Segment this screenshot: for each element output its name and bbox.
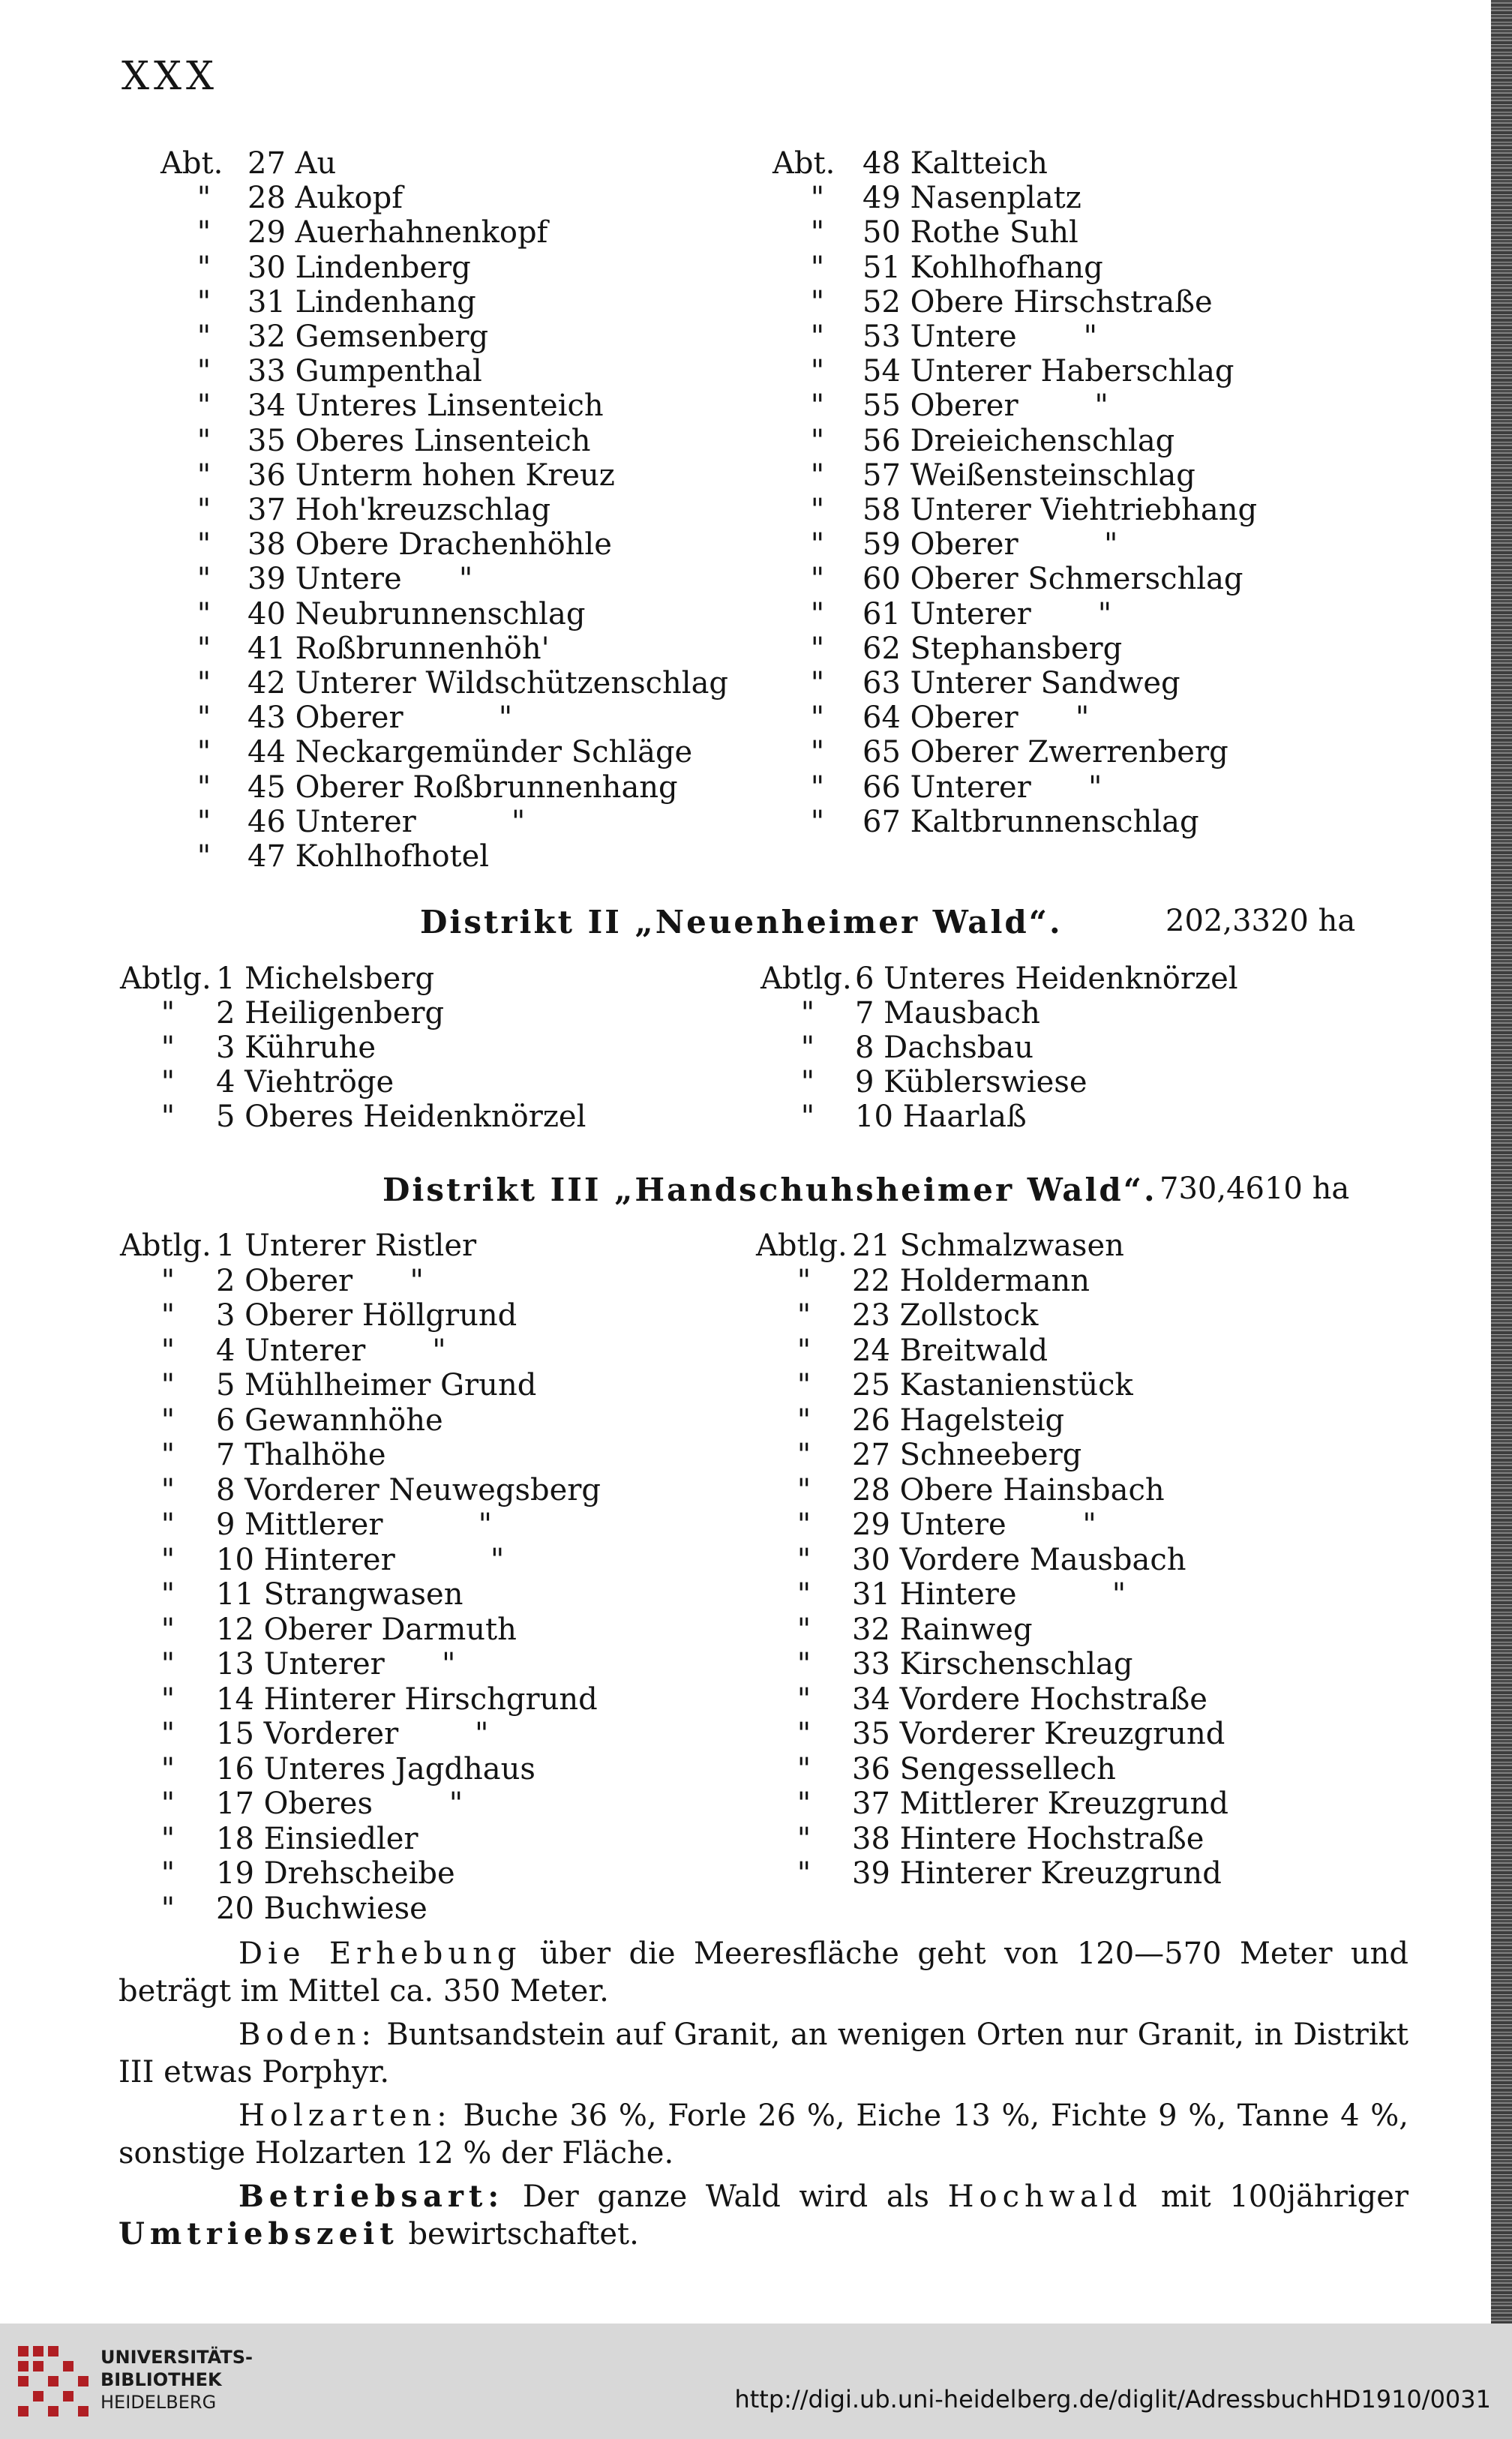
list-item-label: 48 Kaltteich (862, 146, 1048, 181)
list-item-prefix: " (796, 1333, 812, 1368)
list-item-label: 38 Obere Drachenhöhle (248, 527, 612, 562)
paragraph-emphasis: Umtriebszeit (118, 2216, 399, 2252)
list-item (772, 666, 1180, 700)
list-item-prefix: " (196, 320, 212, 354)
list-item-label: 57 Weißensteinschlag (862, 458, 1196, 493)
list-item-prefix: " (160, 1682, 176, 1717)
list-item (756, 1228, 1124, 1263)
list-item (160, 388, 604, 423)
list-item (120, 1065, 394, 1100)
list-item-prefix: " (160, 1821, 176, 1856)
list-item-prefix: " (160, 1263, 176, 1298)
paragraph-emphasis: Hochwald (947, 2180, 1143, 2214)
list-item-label: 56 Dreieichenschlag (862, 423, 1175, 458)
list-item-label: 29 Untere " (852, 1508, 1096, 1542)
list-item-prefix: " (196, 666, 212, 700)
paragraph-management (118, 2178, 1408, 2253)
list-item (120, 1368, 536, 1402)
list-item (120, 1438, 386, 1472)
library-name-line: BIBLIOTHEK (100, 2369, 222, 2390)
district3-area: 730,4610 ha (1160, 1172, 1350, 1206)
list-item (756, 1368, 1133, 1402)
list-item-label: 18 Einsiedler (216, 1821, 418, 1856)
list-item-prefix: " (196, 181, 212, 216)
list-item-label: 11 Strangwasen (216, 1577, 464, 1612)
list-item-prefix: " (800, 1065, 815, 1100)
list-item-label: 67 Kaltbrunnenschlag (862, 804, 1199, 839)
list-item-label: 32 Gemsenberg (248, 320, 489, 354)
list-item-prefix: " (796, 1542, 812, 1577)
list-item (160, 735, 692, 770)
list-item-label: 31 Lindenhang (248, 284, 476, 320)
list-item (120, 1752, 536, 1786)
list-item-prefix: " (796, 1786, 812, 1821)
list-item-label: 27 Au (248, 146, 337, 181)
list-item (160, 770, 678, 805)
list-item-prefix: " (810, 181, 825, 216)
list-item (756, 1822, 1204, 1856)
list-item-prefix: " (796, 1438, 812, 1472)
district2-heading: Distrikt II „Neuenheimer Wald“. (420, 904, 1063, 940)
list-item-label: 4 Viehtröge (216, 1065, 394, 1100)
paragraph-text: bewirtschaftet. (398, 2217, 639, 2252)
list-item (760, 1100, 1027, 1134)
list-item-label: 53 Untere " (862, 320, 1098, 354)
list-item (120, 1334, 446, 1368)
paragraph-soil (118, 2016, 1408, 2091)
list-item-label: 34 Unteres Linsenteich (248, 388, 604, 424)
list-item (756, 1403, 1064, 1438)
list-item-prefix: " (796, 1682, 812, 1717)
list-item (760, 1065, 1088, 1100)
list-item-label: 3 Kühruhe (216, 1030, 376, 1065)
list-item (160, 424, 591, 458)
district2-area: 202,3320 ha (1166, 904, 1356, 938)
list-item-prefix: " (160, 1577, 176, 1612)
list-item-prefix: " (160, 1856, 176, 1891)
list-item (756, 1786, 1228, 1821)
list-item-prefix: " (810, 250, 825, 285)
list-item-label: 40 Neubrunnenschlag (248, 596, 586, 632)
list-item-label: 33 Kirschenschlag (852, 1647, 1133, 1682)
list-item-label: 36 Sengessellech (852, 1751, 1116, 1786)
list-item-label: 14 Hinterer Hirschgrund (216, 1682, 598, 1717)
list-item-label: 37 Hoh'kreuzschlag (248, 493, 551, 527)
list-item (756, 1438, 1082, 1472)
list-item (160, 354, 482, 388)
list-item (160, 805, 525, 839)
list-item-label: 7 Thalhöhe (216, 1438, 386, 1472)
list-item (120, 1030, 376, 1065)
list-item-label: 60 Oberer Schmerschlag (862, 562, 1244, 597)
list-item-prefix: " (796, 1577, 812, 1612)
list-item (760, 1030, 1034, 1065)
list-item (756, 1334, 1048, 1368)
list-item-prefix: " (810, 562, 825, 597)
list-item (756, 1577, 1126, 1612)
list-item-label: 35 Oberes Linsenteich (248, 423, 591, 458)
library-name-line: UNIVERSITÄTS- (100, 2347, 254, 2368)
list-item (120, 1717, 488, 1751)
list-item-prefix: " (196, 839, 212, 874)
list-item-prefix: " (810, 354, 825, 389)
list-item (160, 562, 472, 596)
list-item-prefix: " (810, 493, 825, 527)
list-item (756, 1752, 1116, 1786)
list-item-label: 22 Holdermann (852, 1263, 1090, 1298)
list-item (772, 320, 1097, 354)
list-item (772, 250, 1103, 285)
list-item-label: 7 Mausbach (855, 996, 1040, 1030)
paragraph-lead: Die Erhebung (238, 1936, 522, 1971)
list-item (160, 839, 489, 874)
list-item-prefix: " (810, 527, 825, 562)
list-item-prefix: Abtlg. (120, 962, 212, 996)
list-item-label: 3 Oberer Höllgrund (216, 1298, 518, 1333)
list-item-prefix: " (196, 215, 212, 250)
list-item (756, 1717, 1225, 1751)
list-item-prefix: " (160, 1333, 176, 1368)
list-item-label: 13 Unterer " (216, 1647, 456, 1682)
list-item-label: 6 Gewannhöhe (216, 1402, 443, 1438)
list-item-label: 38 Hintere Hochstraße (852, 1821, 1204, 1856)
list-item-label: 8 Vorderer Neuwegsberg (216, 1472, 601, 1508)
list-item-label: 6 Unteres Heidenknörzel (855, 962, 1238, 996)
list-item (772, 285, 1213, 320)
list-item-label: 23 Zollstock (852, 1298, 1039, 1333)
list-item (772, 458, 1196, 493)
list-item-prefix: " (810, 735, 825, 770)
list-item-prefix: " (796, 1472, 812, 1508)
district3-heading: Distrikt III „Handschuhsheimer Wald“. (382, 1172, 1157, 1208)
page-edge-scan-shadow (1491, 0, 1512, 2325)
list-item (120, 1264, 424, 1298)
list-item-prefix: " (196, 770, 212, 805)
list-item (120, 1577, 463, 1612)
list-item-prefix: " (810, 804, 825, 839)
list-item (160, 493, 550, 527)
list-item-prefix: Abtlg. (756, 1228, 848, 1263)
list-item (120, 1100, 586, 1134)
list-item (772, 805, 1199, 839)
list-item-label: 45 Oberer Roßbrunnenhang (248, 770, 678, 805)
list-item-prefix: " (810, 700, 825, 736)
list-item (756, 1298, 1038, 1333)
list-item (160, 215, 548, 250)
list-item (772, 146, 1048, 181)
list-item-prefix: " (800, 996, 815, 1030)
list-item-label: 51 Kohlhofhang (862, 250, 1103, 285)
list-item-label: 39 Hinterer Kreuzgrund (852, 1856, 1222, 1891)
university-library-logo-icon (14, 2340, 94, 2421)
list-item-label: 1 Michelsberg (216, 962, 435, 996)
list-item-prefix: " (160, 1030, 176, 1065)
paragraph-text: Buntsandstein auf Granit, an wenigen Orten nur Granit, in Distrikt III etwas Porphyr. (118, 2018, 1408, 2090)
list-item-prefix: " (160, 1438, 176, 1472)
list-item (160, 458, 615, 493)
list-item (120, 1786, 463, 1821)
list-item (756, 1264, 1090, 1298)
list-item (772, 424, 1174, 458)
list-item (772, 700, 1089, 735)
list-item-label: 63 Unterer Sandweg (862, 666, 1180, 700)
paragraph-lead: Holzarten: (238, 2098, 452, 2133)
list-item-label: 9 Küblerswiese (855, 1065, 1088, 1100)
list-item-prefix: " (196, 527, 212, 562)
list-item-prefix: " (160, 1891, 176, 1926)
list-item-label: 28 Obere Hainsbach (852, 1472, 1165, 1508)
list-item (160, 146, 336, 181)
list-item-prefix: " (196, 631, 212, 666)
list-item-prefix: " (160, 1368, 176, 1402)
list-item-label: 12 Oberer Darmuth (216, 1612, 517, 1647)
list-item-prefix: Abtlg. (120, 1228, 212, 1263)
list-item-label: 37 Mittlerer Kreuzgrund (852, 1786, 1228, 1821)
list-item (120, 1612, 517, 1647)
list-item-label: 27 Schneeberg (852, 1438, 1082, 1472)
library-name (100, 2346, 348, 2414)
list-item-prefix: " (160, 1472, 176, 1508)
list-item (120, 1298, 517, 1333)
list-item-label: 30 Lindenberg (248, 250, 471, 285)
list-item-prefix: " (160, 1065, 176, 1100)
list-item-label: 44 Neckargemünder Schläge (248, 735, 693, 770)
list-item-label: 16 Unteres Jagdhaus (216, 1751, 536, 1786)
list-item-label: 36 Unterm hohen Kreuz (248, 458, 615, 493)
list-item (772, 527, 1118, 562)
list-item-prefix: " (796, 1508, 812, 1542)
list-item (160, 320, 488, 354)
list-item-prefix: " (160, 1612, 176, 1647)
list-item-prefix: " (196, 562, 212, 597)
list-item-prefix: " (160, 1751, 176, 1786)
list-item-prefix: " (796, 1751, 812, 1786)
list-item-label: 65 Oberer Zwerrenberg (862, 735, 1228, 770)
list-item (160, 181, 403, 215)
paragraph-text: mit 100jähriger (1142, 2180, 1409, 2214)
list-item-label: 20 Buchwiese (216, 1891, 428, 1926)
list-item-label: 43 Oberer " (248, 700, 513, 736)
list-item (120, 1822, 418, 1856)
list-item (160, 632, 550, 666)
list-item-label: 62 Stephansberg (862, 631, 1123, 666)
list-item-label: 29 Auerhahnenkopf (248, 215, 548, 250)
list-item (120, 1543, 504, 1577)
paragraph-text: über die Meeresfläche geht von 120—570 Meter und beträgt im Mittel ca. 350 Meter. (118, 1936, 1408, 2008)
list-item-prefix: Abt. (160, 146, 224, 181)
list-item-prefix: " (196, 284, 212, 320)
list-item-prefix: " (810, 666, 825, 700)
list-item-label: 46 Unterer " (248, 804, 526, 839)
list-item-prefix: " (796, 1717, 812, 1751)
list-item (756, 1647, 1132, 1682)
list-item (120, 1403, 443, 1438)
list-item-label: 33 Gumpenthal (248, 354, 482, 389)
list-item-label: 1 Unterer Ristler (216, 1228, 477, 1263)
list-item-label: 10 Haarlaß (855, 1100, 1027, 1134)
paragraph-wood-types (118, 2097, 1408, 2172)
list-item-label: 49 Nasenplatz (862, 181, 1082, 216)
list-item-label: 35 Vorderer Kreuzgrund (852, 1717, 1226, 1751)
list-item-label: 64 Oberer " (862, 700, 1090, 736)
list-item (160, 597, 585, 632)
list-item-prefix: " (196, 354, 212, 389)
list-item-prefix: " (796, 1856, 812, 1891)
list-item-prefix: " (810, 320, 825, 354)
list-item-prefix: " (160, 1647, 176, 1682)
list-item-label: 47 Kohlhofhotel (248, 839, 490, 874)
paragraph-text: Der ganze Wald wird als (504, 2180, 948, 2214)
library-name-line: HEIDELBERG (100, 2392, 217, 2413)
list-item-prefix: " (160, 1508, 176, 1542)
list-item-prefix: " (160, 1717, 176, 1751)
paragraph-lead: Boden: (238, 2018, 376, 2052)
list-item-label: 41 Roßbrunnenhöh' (248, 631, 550, 666)
list-item-prefix: " (800, 1100, 815, 1134)
list-item (160, 527, 612, 562)
list-item (160, 700, 512, 735)
list-item-label: 59 Oberer " (862, 527, 1118, 562)
list-item (120, 1508, 492, 1542)
list-item-prefix: " (796, 1263, 812, 1298)
list-item-label: 8 Dachsbau (855, 1030, 1034, 1065)
list-item (120, 1473, 601, 1508)
list-item-label: 19 Drehscheibe (216, 1856, 455, 1891)
list-item (160, 666, 728, 700)
list-item-prefix: " (810, 284, 825, 320)
list-item-prefix: " (796, 1821, 812, 1856)
list-item-label: 24 Breitwald (852, 1333, 1048, 1368)
list-item-prefix: " (196, 423, 212, 458)
list-item-label: 4 Unterer " (216, 1333, 446, 1368)
list-item-prefix: " (810, 388, 825, 424)
list-item-prefix: " (196, 596, 212, 632)
list-item-label: 66 Unterer " (862, 770, 1102, 805)
list-item-label: 21 Schmalzwasen (852, 1228, 1124, 1263)
list-item (760, 962, 1238, 996)
list-item-label: 17 Oberes " (216, 1786, 464, 1821)
list-item-label: 42 Unterer Wildschützenschlag (248, 666, 729, 700)
list-item (120, 1892, 428, 1926)
list-item (120, 962, 434, 996)
list-item (772, 632, 1122, 666)
list-item-label: 5 Oberes Heidenknörzel (216, 1100, 586, 1134)
list-item-prefix: " (196, 804, 212, 839)
list-item (772, 354, 1234, 388)
list-item-prefix: " (800, 1030, 815, 1065)
list-item-prefix: " (796, 1298, 812, 1333)
list-item-label: 55 Oberer " (862, 388, 1108, 424)
list-item-label: 52 Obere Hirschstraße (862, 284, 1213, 320)
list-item-prefix: " (810, 458, 825, 493)
list-item-label: 26 Hagelsteig (852, 1402, 1065, 1438)
list-item-prefix: Abt. (772, 146, 836, 181)
list-item-prefix: " (196, 250, 212, 285)
list-item-prefix: " (796, 1647, 812, 1682)
list-item-label: 39 Untere " (248, 562, 473, 597)
list-item-label: 28 Aukopf (248, 181, 403, 216)
list-item-label: 31 Hintere " (852, 1577, 1126, 1612)
list-item-label: 54 Unterer Haberschlag (862, 354, 1234, 389)
list-item (772, 562, 1244, 596)
list-item-prefix: " (196, 700, 212, 736)
paragraph-lead: Betriebsart: (238, 2179, 505, 2214)
list-item-prefix: " (196, 493, 212, 527)
list-item (120, 1682, 598, 1717)
list-item-prefix: " (160, 1298, 176, 1333)
list-item-label: 32 Rainweg (852, 1612, 1033, 1647)
list-item-prefix: " (196, 388, 212, 424)
list-item (772, 388, 1108, 423)
list-item-prefix: " (810, 423, 825, 458)
source-url-link[interactable]: http://digi.ub.uni-heidelberg.de/diglit/AdressbuchHD1910/0031 (734, 2385, 1491, 2414)
list-item (120, 1228, 476, 1263)
list-item (120, 1647, 455, 1682)
list-item (756, 1543, 1186, 1577)
paragraph-elevation (118, 1935, 1408, 2010)
list-item (756, 1856, 1222, 1891)
list-item (772, 181, 1082, 215)
list-item-label: 9 Mittlerer " (216, 1508, 492, 1542)
list-item (120, 996, 444, 1030)
page-number: XXX (122, 54, 219, 99)
list-item-label: 5 Mühlheimer Grund (216, 1368, 537, 1402)
list-item-prefix: " (160, 996, 176, 1030)
list-item-label: 61 Unterer " (862, 596, 1112, 632)
list-item-prefix: " (810, 596, 825, 632)
list-item (772, 215, 1078, 250)
list-item-label: 25 Kastanienstück (852, 1368, 1133, 1402)
paragraph-text: Buche 36 %, Forle 26 %, Eiche 13 %, Fichte 9 %, Tanne 4 %, sonstige Holzarten 12 % der Fläche. (118, 2098, 1408, 2170)
list-item-prefix: " (160, 1100, 176, 1134)
list-item-label: 2 Oberer " (216, 1263, 424, 1298)
list-item-label: 34 Vordere Hochstraße (852, 1682, 1208, 1717)
list-item-prefix: " (810, 215, 825, 250)
list-item (772, 735, 1228, 770)
list-item-label: 15 Vorderer " (216, 1717, 489, 1751)
list-item-prefix: " (196, 458, 212, 493)
list-item-prefix: " (796, 1402, 812, 1438)
list-item-label: 2 Heiligenberg (216, 996, 445, 1030)
list-item (772, 770, 1102, 805)
list-item-prefix: " (160, 1786, 176, 1821)
list-item (772, 493, 1257, 527)
list-item (760, 996, 1040, 1030)
list-item-label: 30 Vordere Mausbach (852, 1542, 1186, 1577)
list-item (772, 597, 1112, 632)
list-item-prefix: " (810, 770, 825, 805)
list-item-prefix: " (810, 631, 825, 666)
list-item-prefix: Abtlg. (760, 962, 852, 996)
list-item (756, 1508, 1096, 1542)
list-item-prefix: " (160, 1402, 176, 1438)
list-item (756, 1612, 1033, 1647)
list-item-prefix: " (796, 1612, 812, 1647)
list-item (120, 1856, 455, 1891)
list-item (756, 1473, 1165, 1508)
list-item-label: 50 Rothe Suhl (862, 215, 1078, 250)
list-item-label: 58 Unterer Viehtriebhang (862, 493, 1258, 527)
list-item (160, 285, 476, 320)
list-item (756, 1682, 1208, 1717)
list-item-prefix: " (796, 1368, 812, 1402)
list-item (160, 250, 471, 285)
list-item-label: 10 Hinterer " (216, 1542, 505, 1577)
list-item-prefix: " (160, 1542, 176, 1577)
list-item-prefix: " (196, 735, 212, 770)
